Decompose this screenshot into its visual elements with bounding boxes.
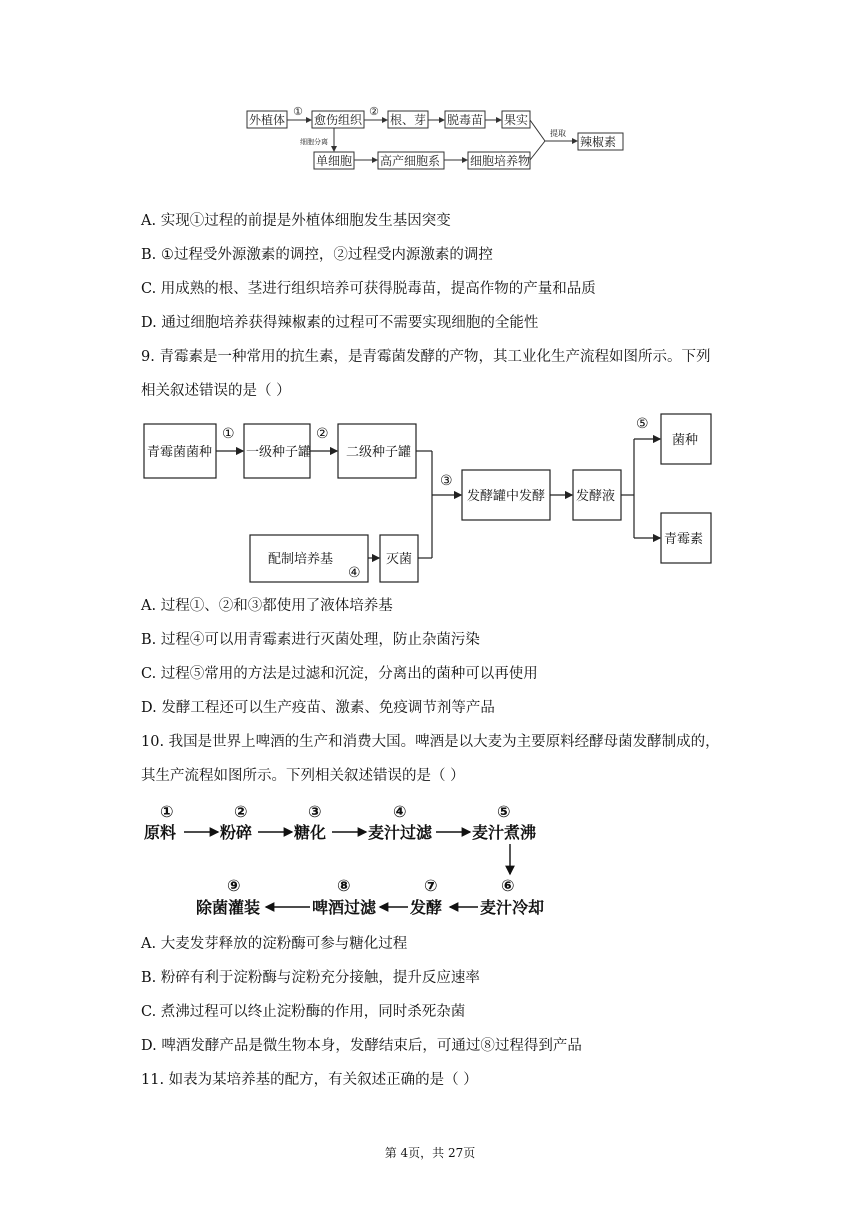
- num-5: ⑤: [497, 802, 511, 821]
- q10-option-d: D. 啤酒发酵产品是微生物本身，发酵结束后，可通过⑧过程得到产品: [141, 1038, 582, 1054]
- node-prepare-medium: 配制培养基: [268, 552, 334, 567]
- label-step5: ⑤: [636, 416, 649, 432]
- step-wort-cool: 麦汁冷却: [480, 898, 545, 917]
- label-step1: ①: [293, 105, 303, 118]
- q10-option-a: A. 大麦发芽释放的淀粉酶可参与糖化过程: [141, 936, 408, 952]
- node-sterilize: 灭菌: [386, 552, 413, 567]
- node-broth: 发酵液: [576, 489, 616, 504]
- q9-stem-line2: 相关叙述错误的是（ ）: [141, 383, 291, 399]
- label-step4: ④: [348, 565, 361, 581]
- num-9: ⑨: [227, 876, 241, 895]
- step-beer-filter: 啤酒过滤: [312, 898, 377, 917]
- label-step2: ②: [316, 426, 329, 442]
- num-3: ③: [308, 802, 322, 821]
- q8-option-c: C. 用成熟的根、茎进行组织培养可获得脱毒苗，提高作物的产量和品质: [141, 281, 596, 297]
- label-extract: 提取: [550, 129, 566, 138]
- q9-option-a: A. 过程①、②和③都使用了液体培养基: [141, 598, 393, 614]
- q10-option-b: B. 粉碎有利于淀粉酶与淀粉充分接触，提升反应速率: [141, 970, 480, 986]
- node-culture: 细胞培养物: [470, 154, 531, 168]
- num-4: ④: [393, 802, 407, 821]
- step-wort-filter: 麦汁过滤: [368, 823, 433, 842]
- node-high-yield: 高产细胞系: [380, 154, 441, 168]
- num-2: ②: [234, 802, 248, 821]
- step-crush: 粉碎: [220, 823, 253, 842]
- node-strain-output: 菌种: [672, 433, 699, 448]
- q8-option-d: D. 通过细胞培养获得辣椒素的过程可不需要实现细胞的全能性: [141, 315, 539, 331]
- node-root-bud: 根、芽: [390, 113, 427, 127]
- node-explant: 外植体: [249, 113, 286, 127]
- q9-stem-line1: 9. 青霉素是一种常用的抗生素，是青霉菌发酵的产物，其工业化生产流程如图所示。下列: [141, 349, 711, 365]
- num-7: ⑦: [424, 876, 438, 895]
- step-wort-boil: 麦汁煮沸: [472, 823, 537, 842]
- q8-option-a: A. 实现①过程的前提是外植体细胞发生基因突变: [141, 213, 451, 229]
- q10-stem-line1: 10. 我国是世界上啤酒的生产和消费大国。啤酒是以大麦为主要原料经酵母菌发酵制成的，: [141, 734, 720, 750]
- num-6: ⑥: [501, 876, 515, 895]
- step-raw-material: 原料: [144, 823, 177, 842]
- label-step1: ①: [222, 426, 235, 442]
- penicillin-diagram: [140, 410, 720, 590]
- step-sterile-fill: 除菌灌装: [196, 898, 261, 917]
- node-fermenter: 发酵罐中发酵: [467, 489, 546, 504]
- node-penicillium-strain: 青霉菌菌种: [147, 445, 213, 460]
- beer-production-diagram: [140, 798, 560, 923]
- q8-option-b: B. ①过程受外源激素的调控，②过程受内源激素的调控: [141, 247, 493, 263]
- tissue-culture-diagram: [240, 100, 640, 175]
- q10-option-c: C. 煮沸过程可以终止淀粉酶的作用，同时杀死杂菌: [141, 1004, 466, 1020]
- q9-option-c: C. 过程⑤常用的方法是过滤和沉淀，分离出的菌种可以再使用: [141, 666, 538, 682]
- node-virus-free: 脱毒苗: [447, 113, 484, 127]
- num-8: ⑧: [337, 876, 351, 895]
- node-primary-seed-tank: 一级种子罐: [246, 445, 312, 460]
- label-step2: ②: [369, 105, 379, 118]
- q9-option-b: B. 过程④可以用青霉素进行灭菌处理，防止杂菌污染: [141, 632, 480, 648]
- label-step3: ③: [440, 473, 453, 489]
- num-1: ①: [160, 802, 174, 821]
- node-single-cell: 单细胞: [316, 154, 353, 168]
- node-capsaicin: 辣椒素: [580, 135, 617, 149]
- q11-stem: 11. 如表为某培养基的配方，有关叙述正确的是（ ）: [141, 1072, 478, 1088]
- q10-stem-line2: 其生产流程如图所示。下列相关叙述错误的是（ ）: [141, 768, 465, 784]
- label-separation: 细胞分离: [300, 138, 328, 146]
- step-saccharify: 糖化: [294, 823, 327, 842]
- q9-option-d: D. 发酵工程还可以生产疫苗、激素、免疫调节剂等产品: [141, 700, 495, 716]
- step-ferment: 发酵: [410, 898, 443, 917]
- page-footer: 第 4页，共 27页: [384, 1146, 476, 1160]
- node-callus: 愈伤组织: [314, 113, 363, 127]
- node-secondary-seed-tank: 二级种子罐: [346, 445, 412, 460]
- node-fruit: 果实: [504, 113, 529, 127]
- node-penicillin: 青霉素: [664, 532, 704, 547]
